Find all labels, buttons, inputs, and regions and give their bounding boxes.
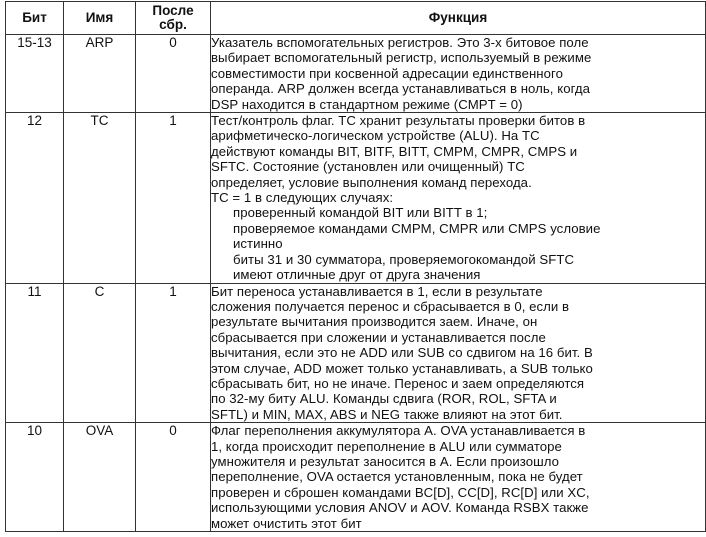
function-line: проверен и сброшен командами BC[D], CC[D], RC[D] или XC, xyxy=(211,484,590,500)
table-row xyxy=(6,283,706,423)
register-bits-table xyxy=(5,1,706,532)
function-line: результате вычитания производится заем. Иначе, он xyxy=(211,314,538,330)
header-bit xyxy=(6,2,64,35)
function-line: DSP находится в стандартном режиме (CMPT = 0) xyxy=(211,96,523,112)
cell-function xyxy=(211,113,706,283)
cell-function xyxy=(211,35,706,113)
function-line: этом случае, ADD может только устанавливать, а SUB только xyxy=(211,360,593,376)
function-line: определяет, условие выполнения команд перехода. xyxy=(211,174,532,190)
cell-reset: 0 xyxy=(136,423,211,532)
function-line: сбрасывать бит, но не иначе. Перенос и заем определяются xyxy=(211,375,585,391)
cell-function xyxy=(211,423,706,532)
function-list-item: имеют отличные друг от друга значения xyxy=(233,267,481,283)
function-line: действуют команды BIT, BITF, BITT, CMPM, CMPR, CMPS и xyxy=(211,143,578,159)
cell-reset: 1 xyxy=(136,113,211,283)
cell-name: TC xyxy=(64,113,136,283)
header-reset-line1: После xyxy=(152,3,194,18)
header-name xyxy=(64,2,136,35)
function-line: выбирает вспомогательный регистр, используемый в режиме xyxy=(211,50,592,66)
function-line: переполнение, OVA остается установленным, пока не будет xyxy=(211,469,583,485)
function-line: вычитания, если это не ADD или SUB со сдвигом на 16 бит. В xyxy=(211,345,593,361)
header-reset-line2: сбр. xyxy=(159,17,187,32)
table-header-row xyxy=(6,2,706,35)
function-line: Указатель вспомогательных регистров. Это 3-х битовое поле xyxy=(211,35,589,50)
cell-name: C xyxy=(64,283,136,423)
function-line: сбрасывается при сложении и устанавливается после xyxy=(211,329,546,345)
function-list-item: истинно xyxy=(233,236,283,252)
table-row xyxy=(6,35,706,113)
function-line: по 32-му биту ALU. Команды сдвига (ROR, ROL, SFTA и xyxy=(211,391,557,407)
function-list-item: проверенный командой BIT или BITT в 1; xyxy=(233,205,488,221)
function-line: 1, когда происходит переполнение в ALU или сумматоре xyxy=(211,438,562,454)
function-line: SFTL) и MIN, MAX, ABS и NEG также влияют на этот бит. xyxy=(211,406,563,422)
function-list-item: биты 31 и 30 сумматора, проверяемогокомандой SFTC xyxy=(233,251,575,267)
function-line: арифметическо-логическом устройстве (ALU). На TC xyxy=(211,128,540,144)
cell-reset: 1 xyxy=(136,283,211,423)
function-line: Бит переноса устанавливается в 1, если в результате xyxy=(211,283,543,299)
cell-bit: 10 xyxy=(6,423,64,532)
function-line: может очистить этот бит xyxy=(211,515,362,531)
function-list-item: проверяемое командами CMPM, CMPR или CMPS условие xyxy=(233,220,601,236)
cell-function xyxy=(211,283,706,423)
table-row xyxy=(6,423,706,532)
cell-bit: 11 xyxy=(6,283,64,423)
cell-bit: 12 xyxy=(6,113,64,283)
cell-bit: 15-13 xyxy=(6,35,64,113)
function-line: SFTC. Состояние (установлен или очищенный) TC xyxy=(211,159,525,175)
header-bit-label: Бит xyxy=(22,10,47,25)
function-line: сложения получается перенос и сбрасывается в 0, если в xyxy=(211,298,570,314)
header-function-label: Функция xyxy=(428,10,488,25)
header-reset xyxy=(136,2,211,35)
function-line: совместимости при косвенной адресации единственного xyxy=(211,65,563,81)
function-line: умножителя и результат заносится в A. Если произошло xyxy=(211,453,560,469)
header-function xyxy=(211,2,706,35)
function-line: использующими условия ANOV и AOV. Команда RSBX также xyxy=(211,500,589,516)
header-name-label: Имя xyxy=(85,10,114,25)
function-line: TC = 1 в следующих случаях: xyxy=(211,190,394,206)
function-line: операнда. ARP должен всегда устанавливаться в ноль, когда xyxy=(211,81,590,97)
cell-name: OVA xyxy=(64,423,136,532)
function-line: Флаг переполнения аккумулятора A. OVA устанавливается в xyxy=(211,423,586,439)
function-line: Тест/контроль флаг. TC хранит результаты проверки битов в xyxy=(211,113,586,129)
table-row xyxy=(6,113,706,283)
cell-reset: 0 xyxy=(136,35,211,113)
cell-name: ARP xyxy=(64,35,136,113)
